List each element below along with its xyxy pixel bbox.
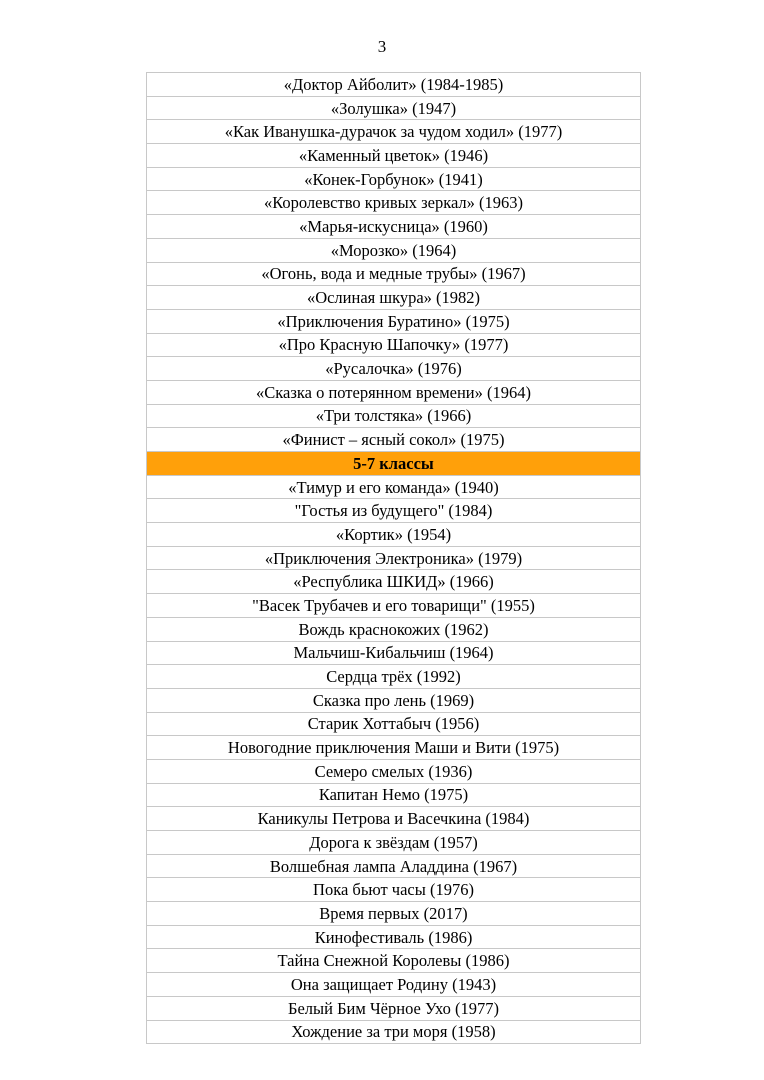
film-title-cell: «Марья-искусница» (1960) [147,215,641,239]
table-row [147,736,641,760]
film-title-cell: Сказка про лень (1969) [147,688,641,712]
film-title-cell: «Русалочка» (1976) [147,357,641,381]
table-row [147,286,641,310]
table-row [147,925,641,949]
film-title-cell: Семеро смелых (1936) [147,759,641,783]
table-row [147,665,641,689]
film-title-cell: Вождь краснокожих (1962) [147,617,641,641]
table-row [147,144,641,168]
film-title-cell: Тайна Снежной Королевы (1986) [147,949,641,973]
table-row [147,167,641,191]
section-header-row [147,452,641,476]
film-title-cell: Мальчиш-Кибальчиш (1964) [147,641,641,665]
table-row [147,594,641,618]
table-row [147,333,641,357]
film-title-cell: «Как Иванушка-дурачок за чудом ходил» (1977) [147,120,641,144]
film-title-cell: Сердца трёх (1992) [147,665,641,689]
film-title-cell: «Про Красную Шапочку» (1977) [147,333,641,357]
film-title-cell: «Приключения Буратино» (1975) [147,309,641,333]
table-row [147,854,641,878]
table-row [147,73,641,97]
table-row [147,688,641,712]
table-row [147,96,641,120]
table-row [147,902,641,926]
table-row [147,523,641,547]
table-row [147,215,641,239]
film-title-cell: Хождение за три моря (1958) [147,1020,641,1044]
table-row [147,712,641,736]
film-title-cell: Пока бьют часы (1976) [147,878,641,902]
film-title-cell: «Финист – ясный сокол» (1975) [147,428,641,452]
film-title-cell: Кинофестиваль (1986) [147,925,641,949]
film-title-cell: «Республика ШКИД» (1966) [147,570,641,594]
table-row [147,499,641,523]
film-title-cell: «Тимур и его команда» (1940) [147,475,641,499]
film-title-cell: «Королевство кривых зеркал» (1963) [147,191,641,215]
table-row [147,191,641,215]
table-row [147,807,641,831]
table-row [147,238,641,262]
table-row [147,357,641,381]
film-title-cell: «Конек-Горбунок» (1941) [147,167,641,191]
film-title-cell: «Сказка о потерянном времени» (1964) [147,380,641,404]
table-row [147,546,641,570]
table-row [147,380,641,404]
table-row [147,949,641,973]
film-title-cell: Время первых (2017) [147,902,641,926]
film-title-cell: Она защищает Родину (1943) [147,973,641,997]
film-title-cell: Старик Хоттабыч (1956) [147,712,641,736]
section-header-cell: 5-7 классы [147,452,641,476]
film-title-cell: Белый Бим Чёрное Ухо (1977) [147,996,641,1020]
table-row [147,570,641,594]
film-title-cell: «Приключения Электроника» (1979) [147,546,641,570]
film-title-cell: «Ослиная шкура» (1982) [147,286,641,310]
table-row [147,831,641,855]
table-row [147,475,641,499]
film-title-cell: «Каменный цветок» (1946) [147,144,641,168]
table-row [147,783,641,807]
table-row [147,1020,641,1044]
film-title-cell: Новогодние приключения Маши и Вити (1975) [147,736,641,760]
film-title-cell: «Золушка» (1947) [147,96,641,120]
film-title-cell: Каникулы Петрова и Васечкина (1984) [147,807,641,831]
film-title-cell: "Васек Трубачев и его товарищи" (1955) [147,594,641,618]
page-number: 3 [377,37,387,56]
table-row [147,404,641,428]
film-title-cell: Волшебная лампа Аладдина (1967) [147,854,641,878]
table-row [147,617,641,641]
table-row [147,878,641,902]
film-title-cell: «Огонь, вода и медные трубы» (1967) [147,262,641,286]
film-title-cell: «Морозко» (1964) [147,238,641,262]
film-title-cell: «Три толстяка» (1966) [147,404,641,428]
film-title-cell: «Кортик» (1954) [147,523,641,547]
table-row [147,309,641,333]
table-row [147,641,641,665]
table-row [147,262,641,286]
film-title-cell: "Гостья из будущего" (1984) [147,499,641,523]
table-row [147,428,641,452]
table-row [147,759,641,783]
film-title-cell: Капитан Немо (1975) [147,783,641,807]
table-row [147,120,641,144]
table-row [147,996,641,1020]
film-list-body [147,73,641,1044]
film-list-table [146,72,641,1044]
film-title-cell: «Доктор Айболит» (1984-1985) [147,73,641,97]
table-row [147,973,641,997]
film-title-cell: Дорога к звёздам (1957) [147,831,641,855]
